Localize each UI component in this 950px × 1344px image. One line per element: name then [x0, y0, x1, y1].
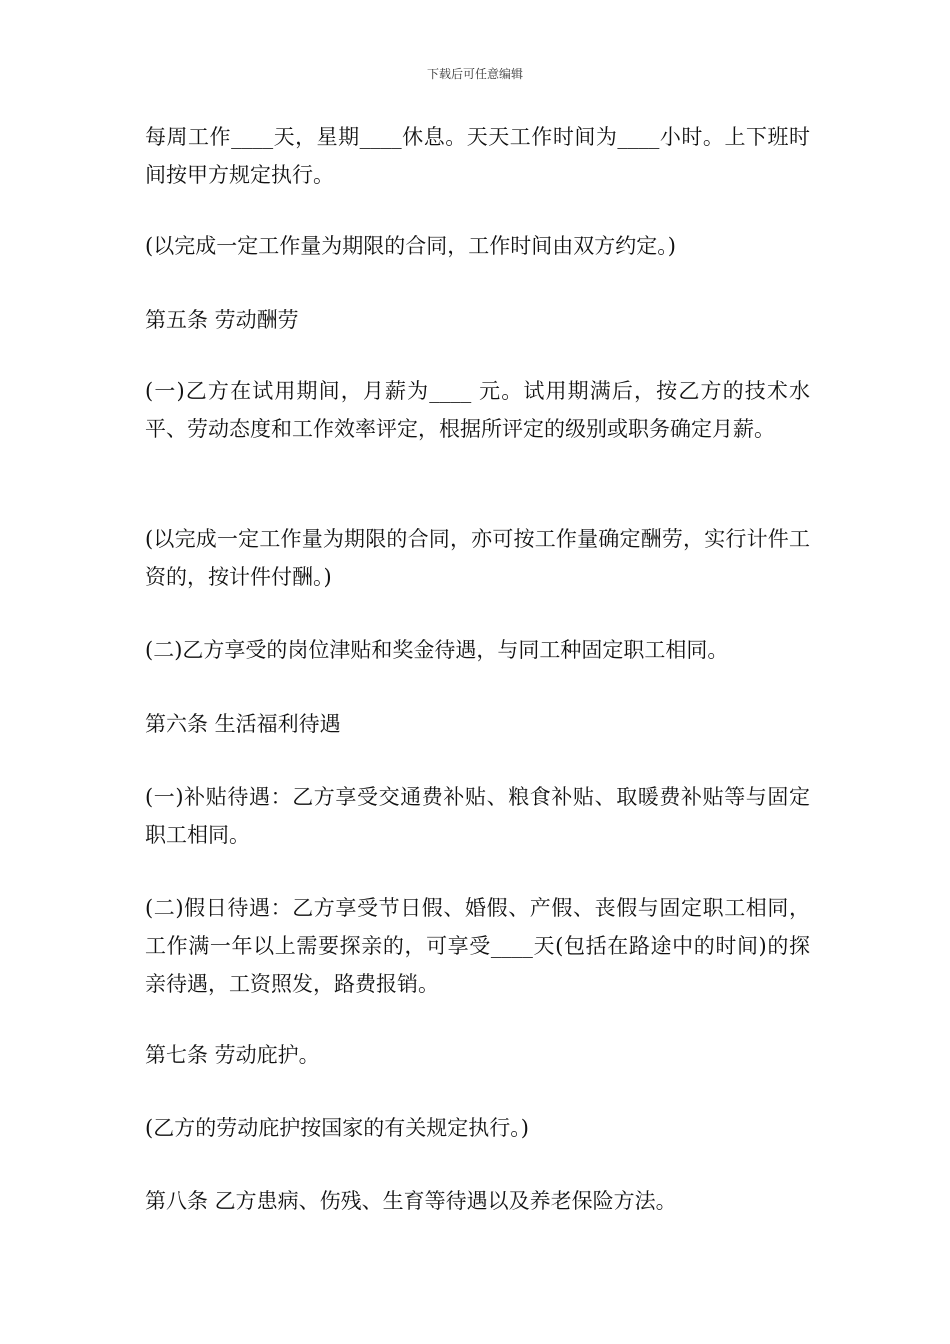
- article-8-heading: 第八条 乙方患病、伤残、生育等待遇以及养老保险方法。: [145, 1189, 677, 1213]
- paragraph-work-time-note: (以完成一定工作量为期限的合同，工作时间由双方约定。): [145, 234, 676, 258]
- article-5-heading: 第五条 劳动酬劳: [145, 308, 299, 332]
- page-header: 下载后可任意编辑: [426, 67, 523, 81]
- paragraph-subsidy: (一)补贴待遇：乙方享受交通费补贴、粮食补贴、取暖费补贴等与固定职工相同。: [145, 785, 810, 847]
- article-7-heading: 第七条 劳动庇护。: [145, 1043, 320, 1067]
- paragraph-labor-protection: (乙方的劳动庇护按国家的有关规定执行。): [145, 1116, 529, 1140]
- paragraph-holiday: (二)假日待遇：乙方享受节日假、婚假、产假、丧假与固定职工相同，工作满一年以上需要探亲的，可享受____天(包括在路途中的时间)的探亲待遇，工资照发，路费报销。: [145, 896, 810, 996]
- paragraph-work-hours: 每周工作____天，星期____休息。天天工作时间为____小时。上下班时间按甲方规定执行。: [145, 125, 810, 187]
- paragraph-probation-salary: (一)乙方在试用期间，月薪为____ 元。试用期满后，按乙方的技术水平、劳动态度和工作效率评定，根据所评定的级别或职务确定月薪。: [145, 379, 810, 441]
- article-6-heading: 第六条 生活福利待遇: [145, 712, 341, 736]
- paragraph-piece-rate-note: (以完成一定工作量为期限的合同，亦可按工作量确定酬劳，实行计件工资的，按计件付酬。): [145, 527, 810, 589]
- paragraph-allowance-bonus: (二)乙方享受的岗位津贴和奖金待遇，与同工种固定职工相同。: [145, 638, 729, 662]
